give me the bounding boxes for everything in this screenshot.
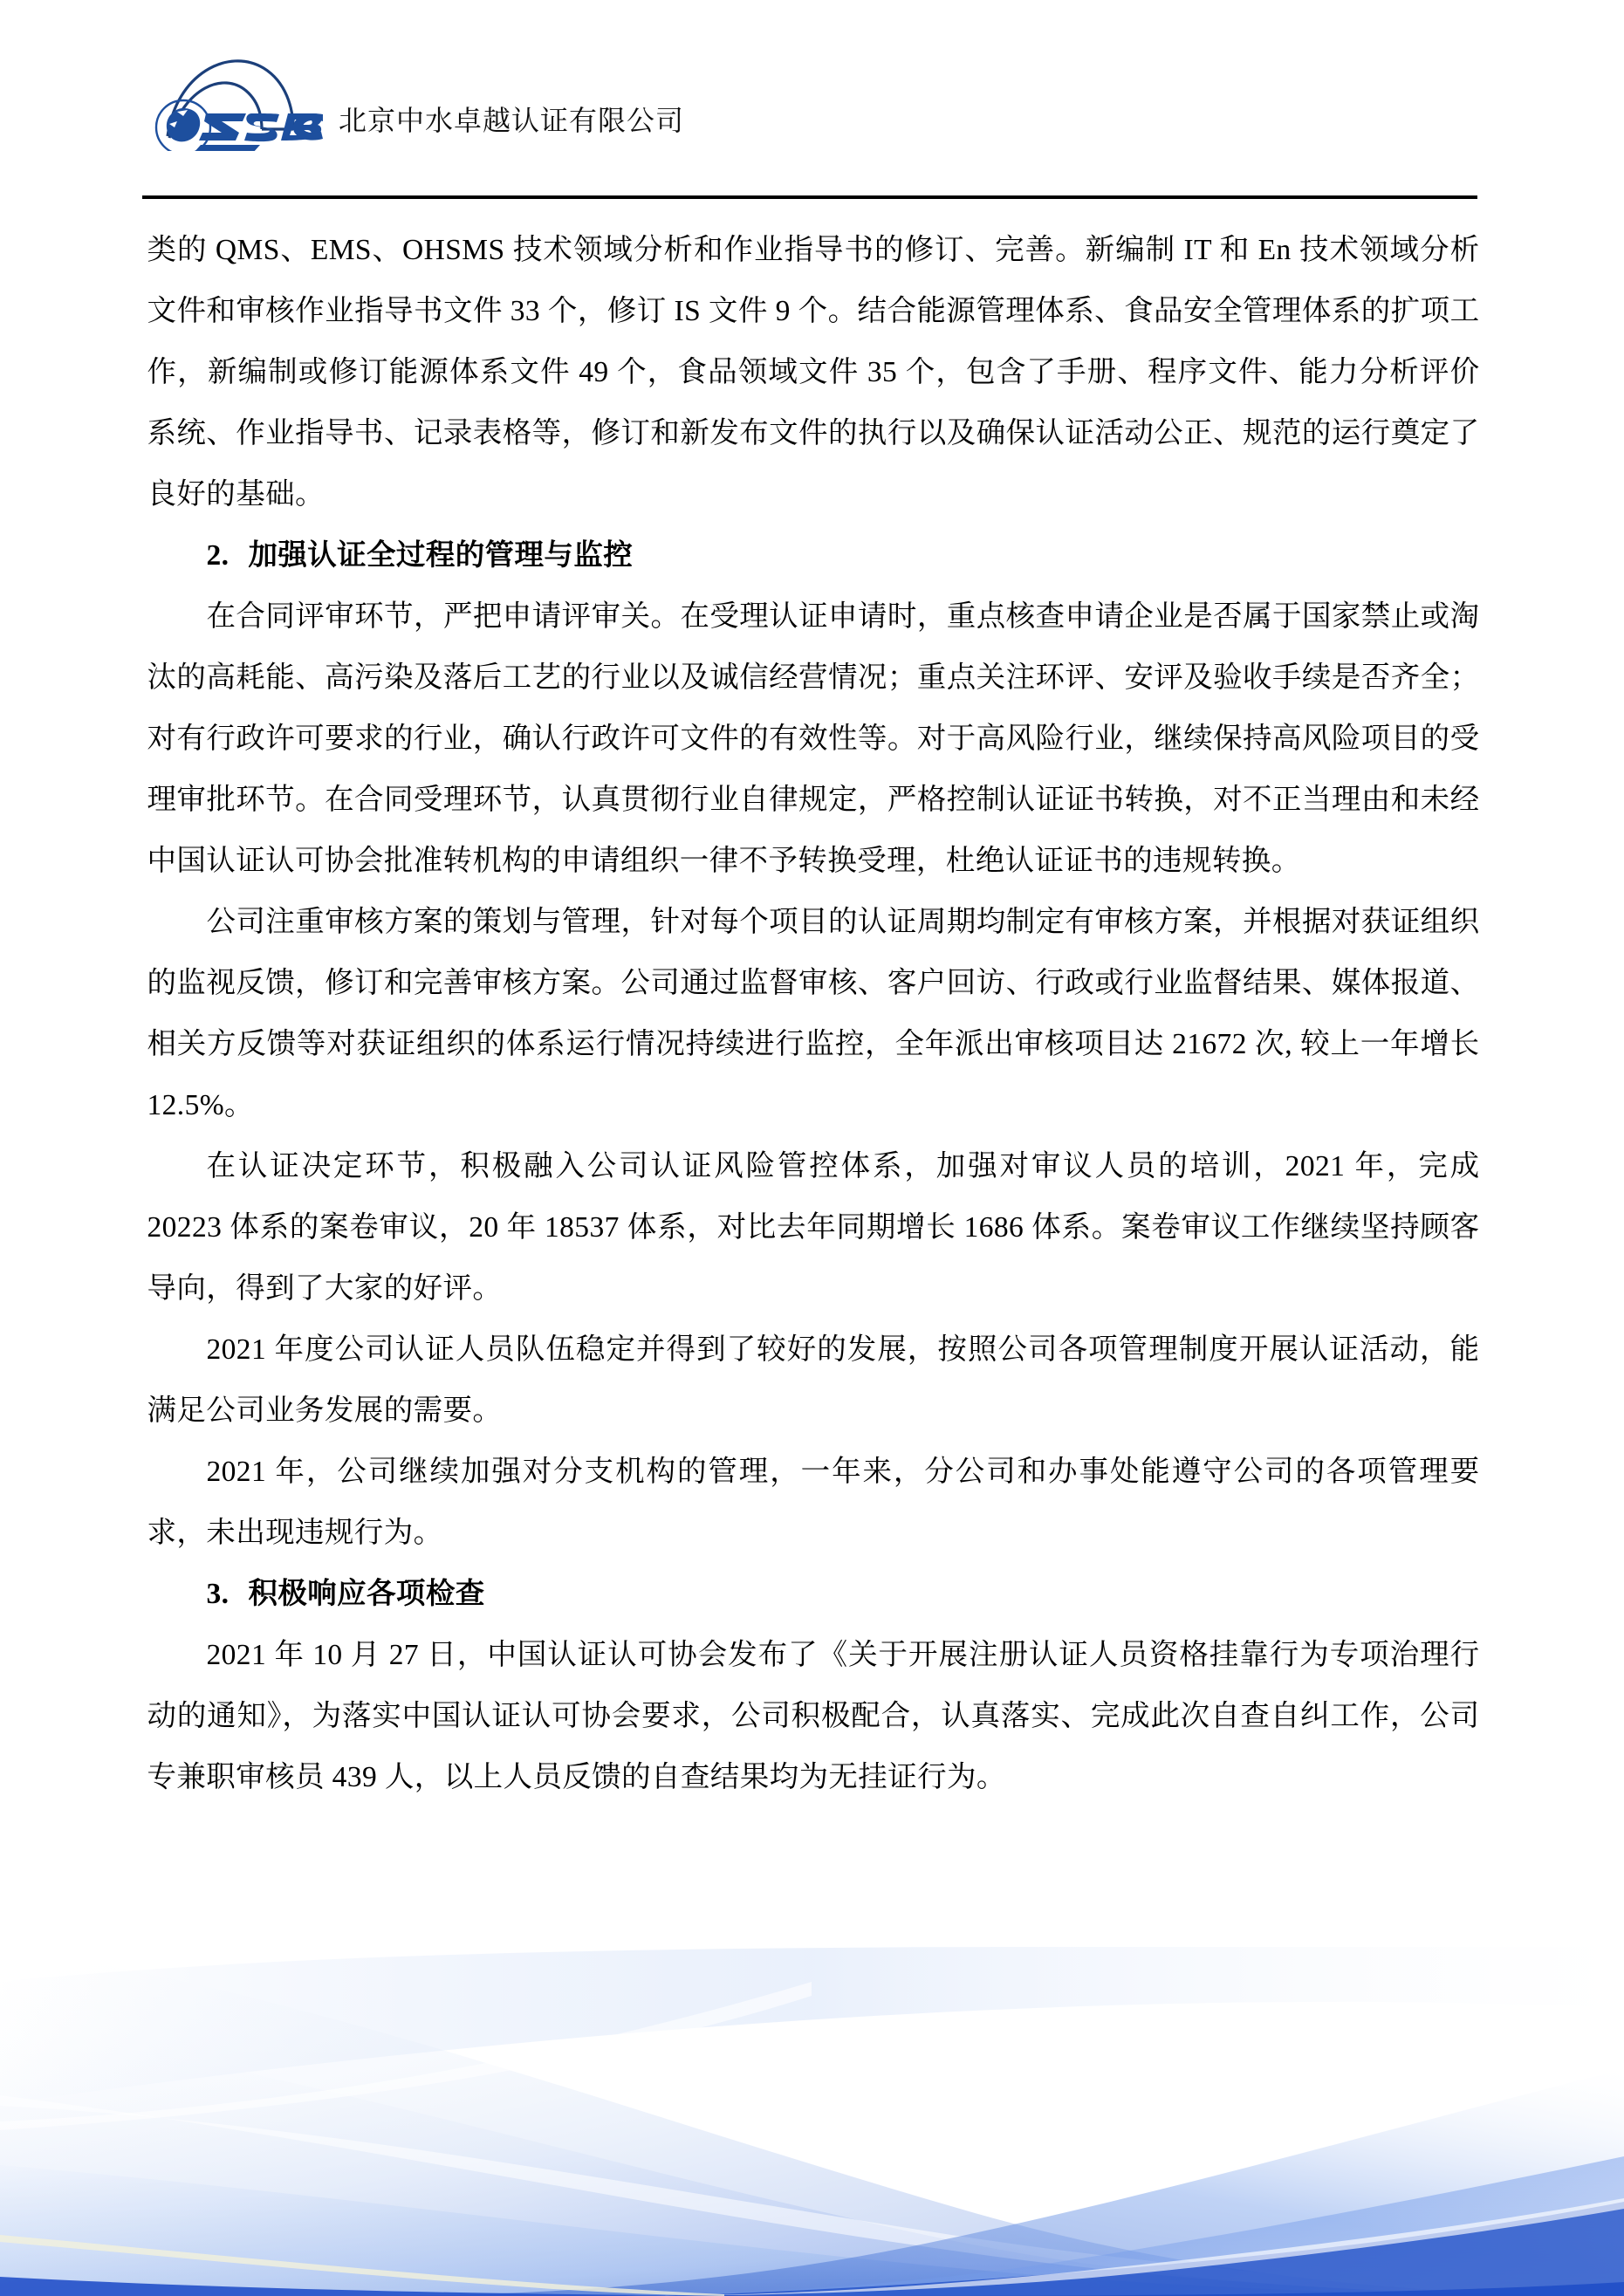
zsbc-logo-icon <box>148 33 323 151</box>
section-heading-3 <box>147 1564 1480 1625</box>
section-heading-3-number: 3. <box>206 1578 230 1610</box>
header-branding <box>148 33 684 151</box>
paragraph-4: 在认证决定环节，积极融入公司认证风险管控体系，加强对审议人员的培训，2021 年，完成 20223 体系的案卷审议，20 年 18537 体系，对比去年同期增长 1686 体系。案卷审议工作继续坚持顾客导向，得到了大家的好评。 <box>147 1150 1480 1305</box>
paragraph-1: 类的 QMS、EMS、OHSMS 技术领域分析和作业指导书的修订、完善。新编制 IT 和 En 技术领域分析文件和审核作业指导书文件 33 个，修订 IS 文件 9 个。结合能源管理体系、食品安全管理体系的扩项工作，新编制或修订能源体系文件 49 个，食品领域文件 35 个，包含了手册、程序文件、能力分析评价系统、作业指导书、记录表格等，修订和新发布文件的执行以及确保认证活动公正、规范的运行奠定了良好的基础。 <box>147 234 1480 511</box>
header-divider <box>142 195 1477 199</box>
section-heading-2-label: 加强认证全过程的管理与监控 <box>248 539 634 572</box>
section-heading-3-label: 积极响应各项检查 <box>248 1578 485 1610</box>
paragraph-7: 2021 年 10 月 27 日，中国认证认可协会发布了《关于开展注册认证人员资格挂靠行为专项治理行动的通知》，为落实中国认证认可协会要求，公司积极配合，认真落实、完成此次自查自纠工作，公司专兼职审核员 439 人，以上人员反馈的自查结果均为无挂证行为。 <box>147 1639 1480 1793</box>
paragraph-3: 公司注重审核方案的策划与管理，针对每个项目的认证周期均制定有审核方案，并根据对获证组织的监视反馈，修订和完善审核方案。公司通过监督审核、客户回访、行政或行业监督结果、媒体报道、相关方反馈等对获证组织的体系运行情况持续进行监控，全年派出审核项目达 21672 次, 较上一年增长 12.5%。 <box>147 906 1480 1121</box>
paragraph-6: 2021 年，公司继续加强对分支机构的管理，一年来，分公司和办事处能遵守公司的各项管理要求，未出现违规行为。 <box>147 1456 1480 1549</box>
section-heading-2-number: 2. <box>206 539 230 572</box>
text-column <box>145 220 1480 1808</box>
page-header <box>0 0 1624 199</box>
company-name: 北京中水卓越认证有限公司 <box>339 105 685 136</box>
paragraph-5: 2021 年度公司认证人员队伍稳定并得到了较好的发展，按照公司各项管理制度开展认证活动，能满足公司业务发展的需要。 <box>147 1333 1480 1427</box>
section-heading-2 <box>147 525 1480 586</box>
footer-wave-decoration <box>0 1947 1624 2296</box>
document-content <box>0 220 1624 1808</box>
paragraph-2: 在合同评审环节，严把申请评审关。在受理认证申请时，重点核查申请企业是否属于国家禁止或淘汰的高耗能、高污染及落后工艺的行业以及诚信经营情况；重点关注环评、安评及验收手续是否齐全；对有行政许可要求的行业，确认行政许可文件的有效性等。对于高风险行业，继续保持高风险项目的受理审批环节。在合同受理环节，认真贯彻行业自律规定，严格控制认证证书转换，对不正当理由和未经中国认证认可协会批准转机构的申请组织一律不予转换受理，杜绝认证证书的违规转换。 <box>147 600 1480 877</box>
